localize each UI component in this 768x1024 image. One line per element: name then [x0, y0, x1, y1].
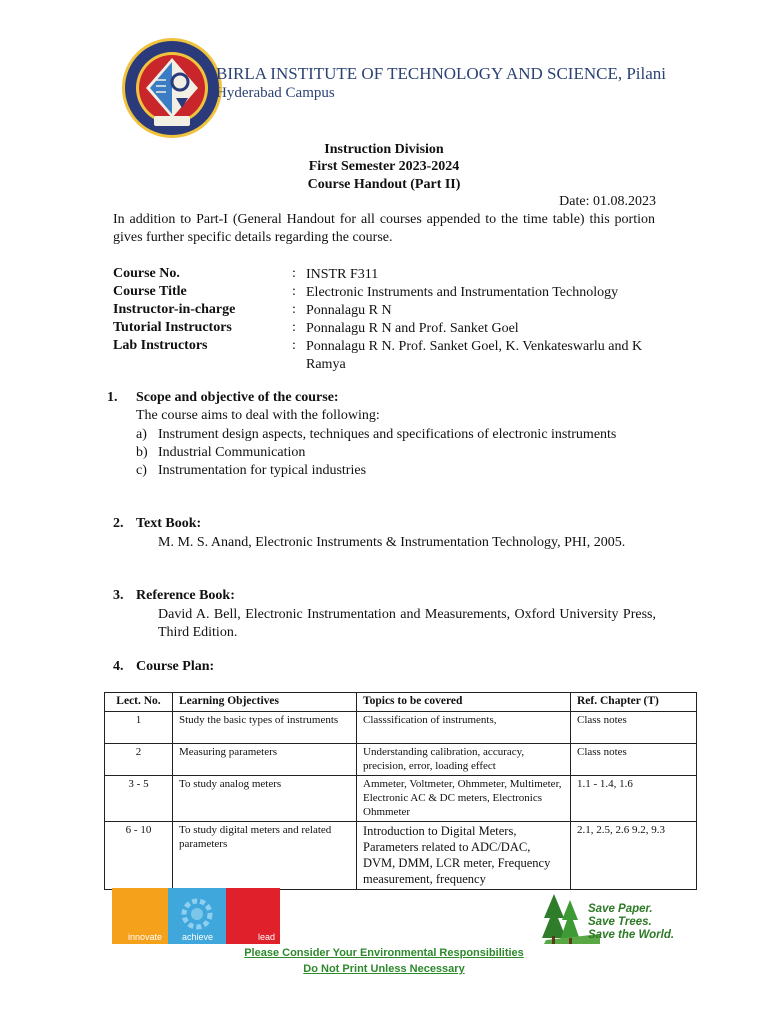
reference-book-body: David A. Bell, Electronic Instrumentation and Measurements, Oxford University Press, Third Edition.	[158, 607, 656, 640]
lab-value: Ponnalagu R N. Prof. Sanket Goel, K. Venkateswarlu and K Ramya	[306, 339, 643, 372]
gear-icon	[172, 894, 222, 930]
scope-lead: The course aims to deal with the following:	[136, 408, 380, 423]
environment-notice: Please Consider Your Environmental Responsibilities	[244, 947, 524, 959]
colon: :	[292, 320, 296, 335]
learning-objective: Measuring parameters	[173, 744, 357, 776]
lecture-number: 1	[105, 712, 173, 744]
column-header: Learning Objectives	[173, 693, 357, 712]
institute-name: BIRLA INSTITUTE OF TECHNOLOGY AND SCIENCE, Pilani	[216, 64, 667, 83]
section-number: 2.	[113, 516, 124, 531]
text-book-body: M. M. S. Anand, Electronic Instruments & Instrumentation Technology, PHI, 2005.	[158, 535, 626, 550]
topics: Ammeter, Voltmeter, Ohmmeter, Multimeter, Electronic AC & DC meters, Electronics Ohmmeter	[357, 776, 571, 822]
handout-date: Date: 01.08.2023	[559, 194, 656, 209]
campus-name: Hyderabad Campus	[216, 85, 335, 101]
lecture-number: 6 - 10	[105, 822, 173, 890]
division-title: Instruction Division	[324, 142, 444, 157]
column-header: Lect. No.	[105, 693, 173, 712]
list-marker: a)	[136, 427, 147, 442]
ref-chapter: 1.1 - 1.4, 1.6	[571, 776, 697, 822]
objective-item: Instrumentation for typical industries	[158, 463, 367, 478]
section-number: 4.	[113, 659, 124, 674]
list-marker: b)	[136, 445, 148, 460]
slogan-line: Save Paper.	[588, 903, 653, 915]
learning-objective: To study analog meters	[173, 776, 357, 822]
print-notice: Do Not Print Unless Necessary	[303, 963, 465, 975]
text-book-heading: Text Book:	[136, 516, 202, 531]
innovate-achieve-lead-banner	[112, 888, 280, 944]
lab-label: Lab Instructors	[113, 338, 208, 353]
table-row	[105, 712, 697, 744]
colon: :	[292, 284, 296, 299]
banner-label: innovate	[128, 932, 163, 942]
colon: :	[292, 338, 296, 353]
table-header-row	[105, 693, 697, 712]
lecture-number: 3 - 5	[105, 776, 173, 822]
banner-lead	[226, 888, 280, 944]
ref-chapter: Class notes	[571, 712, 697, 744]
topics: Understanding calibration, accuracy, precision, error, loading effect	[357, 744, 571, 776]
learning-objective: Study the basic types of instruments	[173, 712, 357, 744]
table-row	[105, 744, 697, 776]
topics: Classsification of instruments,	[357, 712, 571, 744]
table-row	[105, 822, 697, 890]
semester-title: First Semester 2023-2024	[308, 159, 460, 174]
instructor-label: Instructor-in-charge	[113, 302, 236, 317]
course-no-value: INSTR F311	[306, 267, 379, 282]
scope-heading: Scope and objective of the course:	[136, 390, 339, 405]
save-paper-slogan	[588, 903, 674, 942]
course-plan-heading: Course Plan:	[136, 659, 215, 674]
handout-title: Course Handout (Part II)	[307, 177, 461, 192]
topics: Introduction to Digital Meters, Parameters related to ADC/DAC, DVM, DMM, LCR meter, Frequency measurement, frequency	[357, 822, 571, 890]
bits-logo	[120, 36, 224, 140]
banner-label: achieve	[182, 932, 214, 942]
section-number: 3.	[113, 588, 124, 603]
course-title-value: Electronic Instruments and Instrumentation Technology	[306, 285, 619, 300]
course-title-label: Course Title	[113, 284, 187, 299]
reference-book-heading: Reference Book:	[136, 588, 235, 603]
course-no-label: Course No.	[113, 266, 180, 281]
column-header: Topics to be covered	[357, 693, 571, 712]
tutorial-value: Ponnalagu R N and Prof. Sanket Goel	[306, 321, 519, 336]
colon: :	[292, 266, 296, 281]
learning-objective: To study digital meters and related parameters	[173, 822, 357, 890]
banner-innovate	[112, 888, 168, 944]
objective-item: Instrument design aspects, techniques and specifications of electronic instruments	[158, 427, 617, 442]
ref-chapter	[571, 822, 697, 890]
ref-chapter: Class notes	[571, 744, 697, 776]
course-plan-table	[104, 692, 697, 890]
table-row	[105, 776, 697, 822]
lecture-number: 2	[105, 744, 173, 776]
intro-paragraph: In addition to Part-I (General Handout for all courses appended to the time table) this portion gives further specific details regarding the course.	[113, 212, 655, 245]
ref-chapter-text: 2.1, 2.5, 2.6 9.2, 9.3	[577, 824, 665, 836]
column-header: Ref. Chapter (T)	[571, 693, 697, 712]
slogan-line: Save Trees.	[588, 916, 652, 928]
banner-label: lead	[258, 932, 276, 942]
objective-item: Industrial Communication	[158, 445, 306, 460]
banner-achieve	[168, 888, 226, 944]
colon: :	[292, 302, 296, 317]
section-number: 1.	[107, 390, 118, 405]
slogan-line: Save the World.	[588, 929, 675, 941]
tutorial-label: Tutorial Instructors	[113, 320, 232, 335]
instructor-value: Ponnalagu R N	[306, 303, 392, 318]
list-marker: c)	[136, 463, 147, 478]
